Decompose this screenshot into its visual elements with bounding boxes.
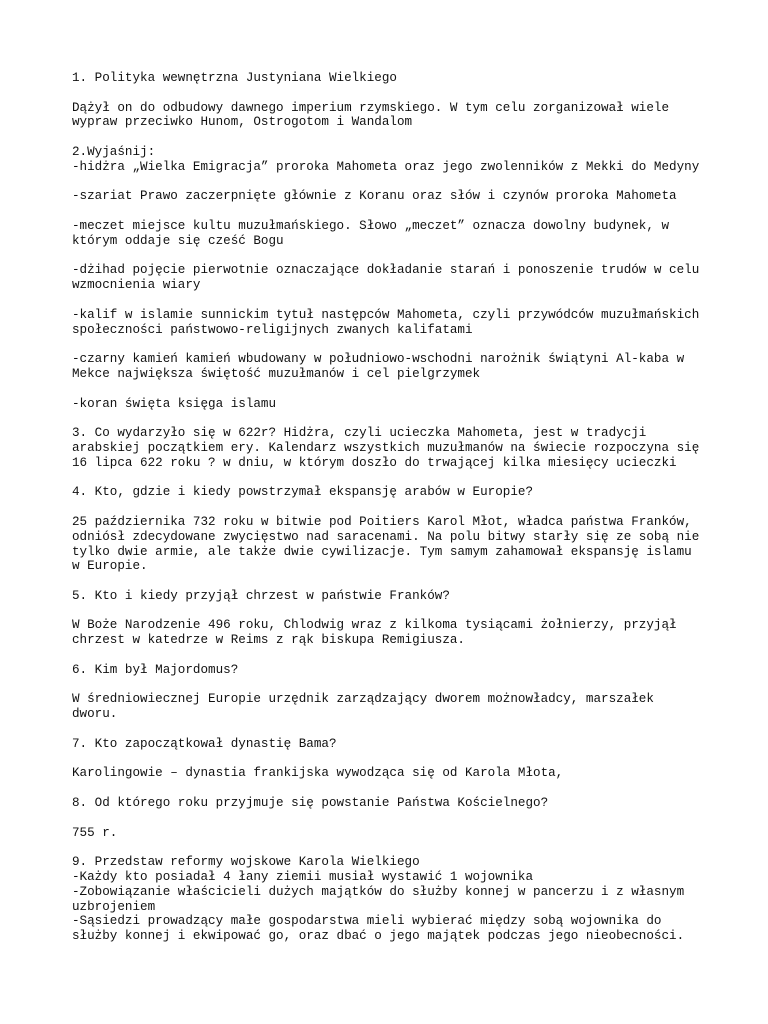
text-line: odniósł zdecydowane zwycięstwo nad saracenami. Na polu bitwy starły się ze sobą nie [72,529,700,544]
paragraph-q7-heading [72,737,712,752]
text-line: arabskiej początkiem ery. Kalendarz wszystkich muzułmanów na świecie rozpoczyna się [72,440,700,455]
text-line: chrzest w katedrze w Reims z rąk biskupa Remigiusza. [72,633,465,648]
text-line: 4. Kto, gdzie i kiedy powstrzymał ekspansję arabów w Europie? [72,485,534,500]
text-line: tylko dwie armie, ale także dwie cywilizacje. Tym samym zahamował ekspansję islamu [72,544,692,559]
paragraph-q2-hidzra [72,145,712,175]
text-line: -Sąsiedzi prowadzący małe gospodarstwa mieli wybierać między sobą wojownika do [72,914,662,929]
text-line: -koran święta księga islamu [72,396,277,411]
text-line: -Każdy kto posiadał 4 łany ziemii musiał wystawić 1 wojownika [72,870,534,885]
text-line: dworu. [72,707,118,722]
paragraph-q8-heading [72,796,712,811]
paragraph-q6-heading [72,663,712,678]
text-line: 25 października 732 roku w bitwie pod Poitiers Karol Młot, władca państwa Franków, [72,514,692,529]
text-line: 1. Polityka wewnętrzna Justyniana Wielkiego [72,71,397,85]
text-line: którym oddaje się cześć Bogu [72,233,284,248]
paragraph-q9 [72,855,712,944]
paragraph-q5-answer [72,618,712,648]
text-line: służby konnej i ekwipować go, oraz dbać o jego majątek podczas jego nieobecności. [72,929,685,944]
text-line: społeczności państwowo-religijnych zwanych kalifatami [72,322,473,337]
text-line: 16 lipca 622 roku ? w dniu, w którym doszło do trwającej kilka miesięcy ucieczki [72,455,677,470]
paragraph-q2-dzihad [72,263,712,293]
text-line: wypraw przeciwko Hunom, Ostrogotom i Wandalom [72,115,413,130]
text-line: 3. Co wydarzyło się w 622r? Hidżra, czyli ucieczka Mahometa, jest w tradycji [72,426,647,441]
text-line: 9. Przedstaw reformy wojskowe Karola Wielkiego [72,855,420,870]
text-line: w Europie. [72,559,148,574]
text-line: W Boże Narodzenie 496 roku, Chlodwig wraz z kilkoma tysiącami żołnierzy, przyjął [72,618,677,633]
text-line: 7. Kto zapoczątkował dynastię Bama? [72,736,337,751]
paragraph-q7-answer [72,766,712,781]
paragraph-q5-heading [72,589,712,604]
text-line: 5. Kto i kiedy przyjął chrzest w państwie Franków? [72,588,450,603]
paragraph-q2-szariat [72,189,712,204]
text-line: -Zobowiązanie właścicieli dużych majątków do służby konnej w pancerzu i z własnym [72,884,685,899]
text-line: -dżihad pojęcie pierwotnie oznaczające dokładanie starań i ponoszenie trudów w celu [72,263,700,278]
text-line: Karolingowie – dynastia frankijska wywodząca się od Karola Młota, [72,766,564,781]
paragraph-q1-answer [72,101,712,131]
text-line: -czarny kamień kamień wbudowany w południowo-wschodni narożnik świątyni Al-kaba w [72,352,685,367]
paragraph-q2-kamien [72,352,712,382]
paragraph-q3 [72,426,712,470]
text-line: Mekce największa świętość muzułmanów i cel pielgrzymek [72,366,481,381]
document-page [72,71,712,959]
paragraph-q4-answer [72,515,712,574]
text-line: 755 r. [72,825,118,840]
text-line: 8. Od którego roku przyjmuje się powstanie Państwa Kościelnego? [72,796,549,811]
paragraph-q8-answer [72,826,712,841]
text-line: Dążył on do odbudowy dawnego imperium rzymskiego. W tym celu zorganizował wiele [72,100,670,115]
text-line: 2.Wyjaśnij: [72,144,156,159]
paragraph-q1-heading [72,71,712,86]
text-line: W średniowiecznej Europie urzędnik zarządzający dworem możnowładcy, marszałek [72,692,654,707]
paragraph-q4-heading [72,485,712,500]
text-line: -szariat Prawo zaczerpnięte głównie z Koranu oraz słów i czynów proroka Mahometa [72,189,677,204]
text-line: uzbrojeniem [72,899,156,914]
paragraph-q2-meczet [72,219,712,249]
text-line: 6. Kim był Majordomus? [72,662,239,677]
paragraph-q2-kalif [72,308,712,338]
text-line: wzmocnienia wiary [72,278,201,293]
paragraph-q2-koran [72,397,712,412]
text-line: -hidżra „Wielka Emigracja” proroka Mahometa oraz jego zwolenników z Mekki do Medyny [72,159,700,174]
paragraph-q6-answer [72,692,712,722]
text-line: -meczet miejsce kultu muzułmańskiego. Słowo „meczet” oznacza dowolny budynek, w [72,218,670,233]
text-line: -kalif w islamie sunnickim tytuł następców Mahometa, czyli przywódców muzułmańskich [72,307,700,322]
